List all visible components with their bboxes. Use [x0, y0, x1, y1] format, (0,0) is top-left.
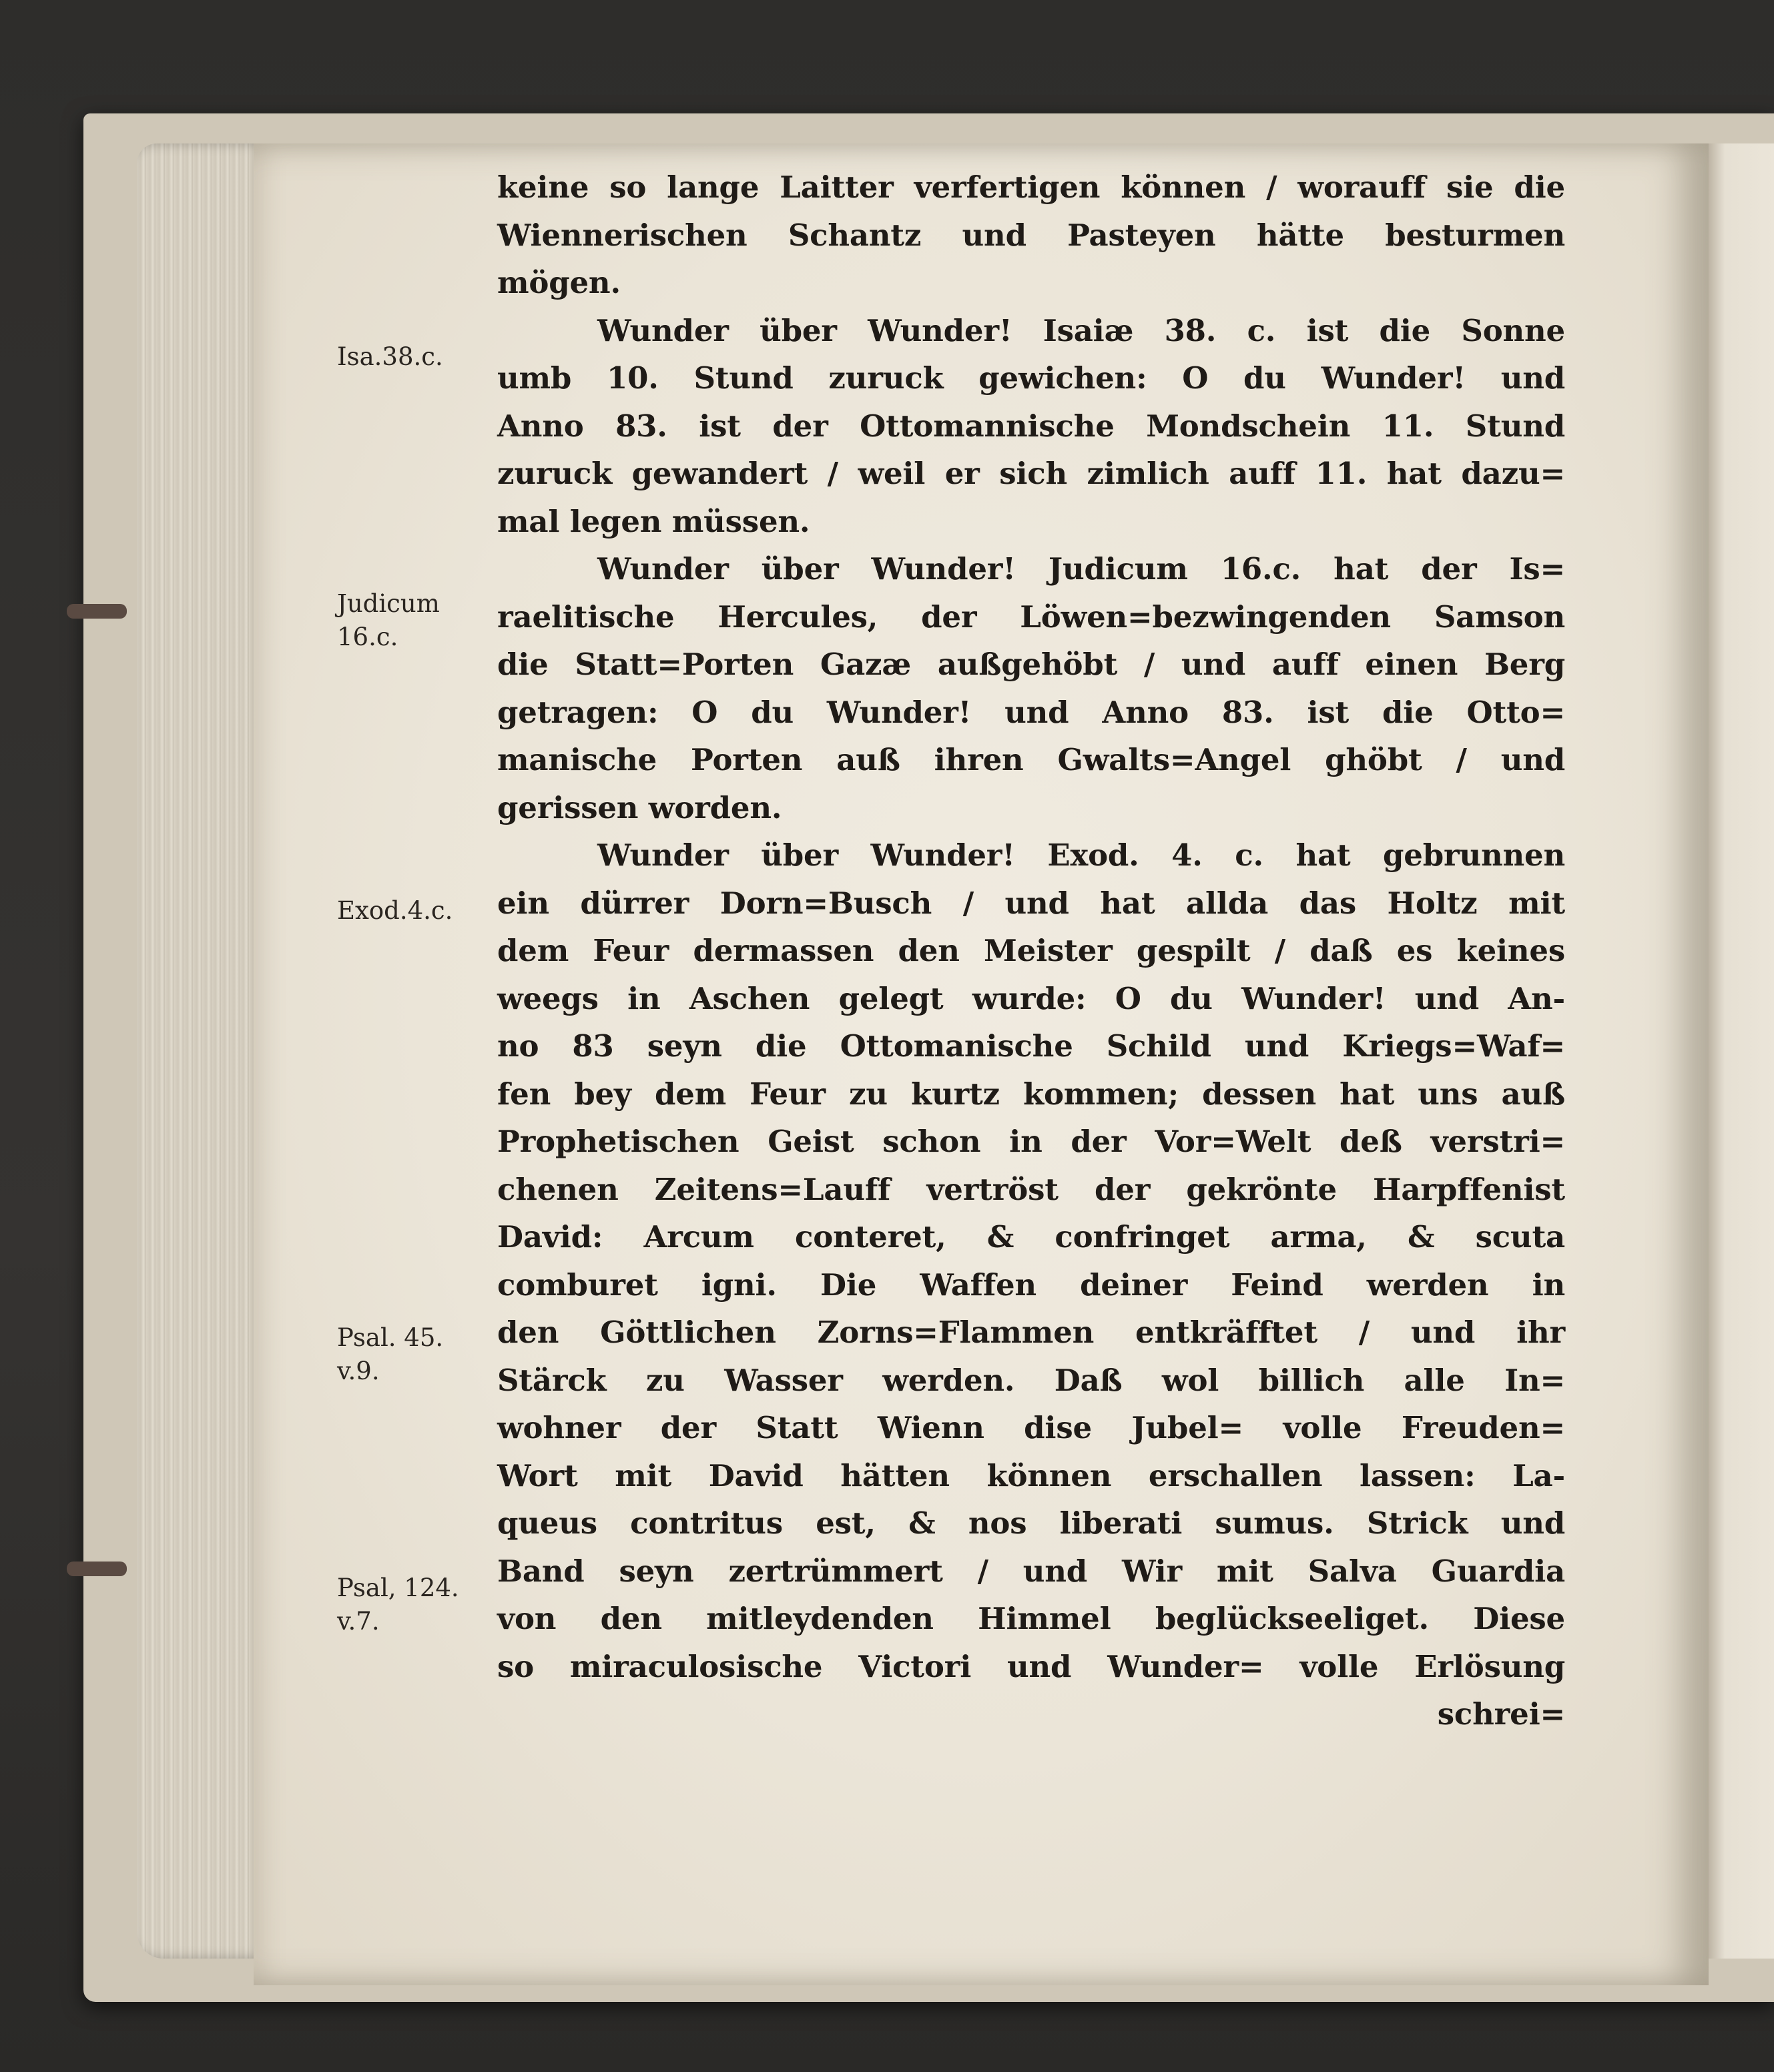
marginal-note-isaiah: Isa.38.c. [337, 342, 443, 371]
text-line: keine so lange Laitter verfertigen können / worauff sie die [497, 169, 1565, 205]
text-line: Wunder über Wunder! Isaiæ 38. c. ist die Sonne [597, 312, 1565, 348]
text-line: weegs in Aschen gelegt wurde: O du Wunder! und An- [497, 980, 1565, 1016]
catchword: schrei= [1437, 1696, 1565, 1732]
text-line: so miraculosische Victori und Wunder= volle Erlösung [497, 1648, 1565, 1684]
text-line: dem Feur dermassen den Meister gespilt / daß es keines [497, 933, 1565, 968]
text-line: Anno 83. ist der Ottomannische Mondschein 11. Stund [497, 408, 1565, 444]
text-line: Stärck zu Wasser werden. Daß wol billich alle In= [497, 1362, 1565, 1398]
text-line: zuruck gewandert / weil er sich zimlich auff 11. hat dazu= [497, 456, 1565, 491]
text-line: fen bey dem Feur zu kurtz kommen; dessen hat uns auß [497, 1076, 1565, 1112]
book-tie-upper [67, 604, 127, 619]
text-line: Wort mit David hätten können erschallen lassen: La- [497, 1457, 1565, 1493]
text-line: Wiennerischen Schantz und Pasteyen hätte besturmen [497, 217, 1565, 253]
main-text-block [497, 163, 1565, 1738]
text-line: raelitische Hercules, der Löwen=bezwingenden Samson [497, 599, 1565, 635]
text-line: gerissen worden. [497, 789, 782, 825]
text-line: comburet igni. Die Waffen deiner Feind werden in [497, 1267, 1565, 1303]
text-line: mal legen müssen. [497, 503, 810, 539]
text-line: manische Porten auß ihren Gwalts=Angel ghöbt / und [497, 742, 1565, 777]
text-line: wohner der Statt Wienn dise Jubel= volle Freuden= [497, 1410, 1565, 1445]
text-line: Wunder über Wunder! Exod. 4. c. hat gebrunnen [597, 837, 1565, 873]
text-line: Wunder über Wunder! Judicum 16.c. hat der Is= [597, 551, 1565, 587]
text-line: chenen Zeitens=Lauff vertröst der gekrönte Harpffenist [497, 1171, 1565, 1207]
marginal-note-psalm-124: Psal, 124. v.7. [337, 1574, 459, 1636]
marginal-note-psalm-45: Psal. 45. v.9. [337, 1323, 444, 1385]
text-line: Band seyn zertrümmert / und Wir mit Salva Guardia [497, 1553, 1565, 1589]
text-line: getragen: O du Wunder! und Anno 83. ist die Otto= [497, 694, 1565, 730]
text-line: von den mitleydenden Himmel beglückseeliget. Diese [497, 1601, 1565, 1636]
text-line: David: Arcum conteret, & confringet arma, & scuta [497, 1219, 1565, 1255]
text-line: die Statt=Porten Gazæ außgehöbt / und auff einen Berg [497, 647, 1565, 682]
text-line: umb 10. Stund zuruck gewichen: O du Wunder! und [497, 360, 1565, 396]
book-tie-lower [67, 1562, 127, 1576]
facing-page [1709, 143, 1774, 1959]
marginal-note-judicum: Judicum 16.c. [337, 589, 440, 651]
text-line: Prophetischen Geist schon in der Vor=Welt deß verstri= [497, 1124, 1565, 1159]
page-edges [137, 143, 267, 1959]
text-line: no 83 seyn die Ottomanische Schild und Kriegs=Waf= [497, 1028, 1565, 1064]
text-line: ein dürrer Dorn=Busch / und hat allda das Holtz mit [497, 885, 1565, 921]
text-line: mögen. [497, 265, 621, 300]
marginal-note-exodus: Exod.4.c. [337, 896, 453, 925]
text-line: queus contritus est, & nos liberati sumus. Strick und [497, 1505, 1565, 1541]
text-line: den Göttlichen Zorns=Flammen entkräfftet / und ihr [497, 1315, 1565, 1350]
